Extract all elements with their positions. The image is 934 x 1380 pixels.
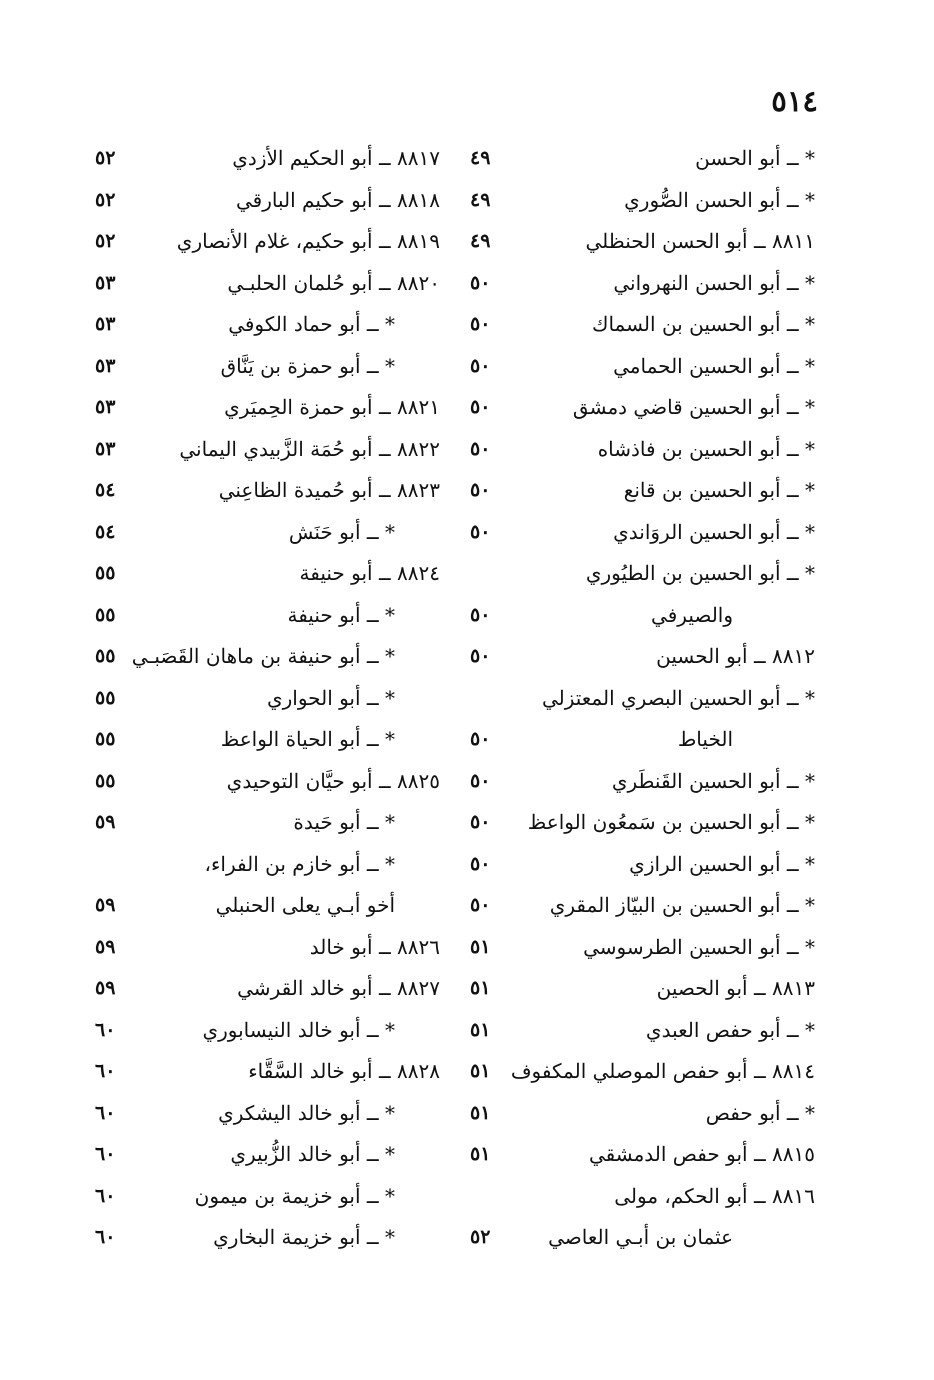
entry-name: ٨٨٢٦ ــ أبو خالد [309, 934, 440, 959]
index-entry [470, 304, 815, 346]
entry-name: ٨٨١٦ ــ أبو الحكم، مولى [614, 1183, 815, 1208]
entry-name: * ــ أبو خالد اليشكري [218, 1100, 395, 1125]
index-entry [470, 138, 815, 180]
index-entry [470, 1176, 815, 1218]
entry-page-number: ٦٠ [95, 1143, 116, 1165]
entry-page-number: ٥٣ [95, 313, 116, 335]
entry-page-number: ٦٠ [95, 1226, 116, 1248]
page-number: ٥١٤ [771, 84, 818, 118]
entry-name: ٨٨٢٣ ــ أبو حُميدة الظاعِني [218, 478, 440, 502]
entry-name: * ــ أبو الحسين بن السماك [591, 312, 815, 336]
entry-name: ٨٨١٥ ــ أبو حفص الدمشقي [588, 1142, 815, 1166]
index-entry [95, 1093, 440, 1135]
entry-name: * ــ أبو الحياة الواعظ [220, 727, 395, 751]
entry-name: ٨٨٢٠ ــ أبو حُلمان الحلبـي [227, 270, 440, 295]
entry-name: ٨٨٢٥ ــ أبو حيَّان التوحيدي [226, 768, 440, 793]
entry-name: ٨٨١٧ ــ أبو الحكيم الأزدي [232, 146, 440, 170]
index-entry [95, 719, 440, 761]
index-entry [470, 844, 815, 886]
index-entry [95, 304, 440, 346]
entry-page-number: ٥٩ [95, 977, 116, 999]
entry-name: * ــ أبو الحسين بن البيّاز المقري [549, 893, 815, 917]
entry-page-number: ٥٠ [470, 271, 491, 294]
entry-page-number: ٥٥ [95, 562, 116, 584]
entry-name: * ــ أبو حنيفة [287, 602, 395, 627]
entry-name: * ــ أبو حنيفة بن ماهان القَصَبـي [131, 644, 395, 668]
entry-name: * ــ أبو حمزة بن يَنَّاق [220, 353, 395, 378]
index-entry [470, 1010, 815, 1052]
entry-page-number: ٦٠ [95, 1018, 116, 1041]
index-entry [470, 1134, 815, 1176]
index-entry [95, 968, 440, 1010]
entry-name: ٨٨٢٢ ــ أبو حُمَة الزَّبيدي اليماني [179, 436, 440, 461]
entry-name: * ــ أبو الحسين بن فاذشاه [597, 436, 815, 461]
entry-page-number: ٥٥ [95, 769, 116, 792]
entry-name: * ــ أبو الحسين القَنطَري [611, 768, 815, 793]
index-entry [470, 221, 815, 263]
entry-page-number: ٥٠ [470, 728, 491, 750]
entry-page-number: ٥٤ [95, 520, 116, 543]
entry-page-number: ٥١ [470, 977, 491, 999]
entry-page-number: ٥٠ [470, 313, 491, 335]
entry-page-number: ٥١ [470, 1060, 491, 1082]
index-entry [470, 927, 815, 969]
entry-name: والصيرفي [651, 602, 733, 627]
entry-page-number: ٥٠ [470, 437, 491, 460]
entry-page-number: ٥٠ [470, 396, 491, 418]
entry-page-number: ٥٥ [95, 728, 116, 750]
entry-page-number: ٥٣ [95, 437, 116, 460]
entry-page-number: ٥٢ [95, 230, 116, 252]
entry-page-number: ٦٠ [95, 1060, 116, 1082]
index-entry [470, 1217, 815, 1259]
index-entry [470, 595, 815, 637]
entry-page-number: ٥٣ [95, 354, 116, 377]
index-entry [470, 802, 815, 844]
index-entry [95, 553, 440, 595]
entry-name: * ــ أبو الحواري [266, 685, 395, 710]
entry-name: * ــ أبو الحسين بن الطيُوري [585, 561, 815, 585]
index-entry [95, 636, 440, 678]
entry-name: * ــ أبو خالد النيسابوري [202, 1017, 395, 1042]
entry-page-number: ٥٢ [470, 1226, 491, 1248]
entry-page-number: ٥٥ [95, 603, 116, 626]
index-entry [95, 1176, 440, 1218]
entry-name: * ــ أبو الحسين الحمامي [613, 353, 815, 378]
entry-page-number: ٥٠ [470, 769, 491, 792]
index-entry [95, 885, 440, 927]
entry-name: * ــ أبو الحسين قاضي دمشق [572, 395, 815, 419]
index-entry [95, 138, 440, 180]
entry-page-number: ٥٩ [95, 894, 116, 916]
index-entry [95, 761, 440, 803]
index-entry [95, 927, 440, 969]
entry-page-number: ٥٥ [95, 645, 116, 667]
entry-page-number: ٥٩ [95, 811, 116, 833]
index-entry [470, 1093, 815, 1135]
entry-name: ٨٨١٢ ــ أبو الحسين [656, 644, 815, 668]
entry-page-number: ٥٠ [470, 645, 491, 667]
index-entry [95, 221, 440, 263]
entry-page-number: ٥٩ [95, 935, 116, 958]
index-entry [470, 180, 815, 222]
entry-page-number: ٥٠ [470, 894, 491, 916]
entry-page-number: ٥١ [470, 935, 491, 958]
entry-page-number: ٥٠ [470, 479, 491, 501]
index-column-right [470, 138, 815, 1259]
entry-name: * ــ أبو خازم بن الفراء، [204, 851, 395, 876]
entry-name: * ــ أبو الحسين بن سَمعُون الواعظ [527, 810, 815, 834]
index-entry [95, 180, 440, 222]
entry-page-number: ٥٢ [95, 188, 116, 211]
entry-page-number: ٦٠ [95, 1184, 116, 1207]
index-entry [470, 678, 815, 720]
entry-page-number: ٥٠ [470, 354, 491, 377]
entry-page-number: ٥٤ [95, 479, 116, 501]
entry-page-number: ٥٠ [470, 603, 491, 626]
entry-name: الخياط [677, 727, 733, 751]
entry-name: أخو أبـي يعلى الحنبلي [215, 893, 395, 917]
entry-name: * ــ أبو حماد الكوفي [228, 312, 395, 336]
index-entry [95, 263, 440, 305]
entry-page-number: ٥٠ [470, 852, 491, 875]
entry-page-number: ٥١ [470, 1143, 491, 1165]
index-entry [470, 346, 815, 388]
entry-name: * ــ أبو الحسين البصري المعتزلي [541, 685, 815, 710]
index-entry [470, 761, 815, 803]
entry-name: * ــ أبو الحسين الرازي [629, 851, 815, 876]
entry-page-number: ٤٩ [470, 147, 491, 169]
entry-page-number: ٥٢ [95, 147, 116, 169]
entry-page-number: ٥٥ [95, 686, 116, 709]
entry-name: * ــ أبو حَيدة [293, 810, 395, 834]
index-entry [95, 802, 440, 844]
entry-name: * ــ أبو الحسن الصُّوري [624, 187, 815, 212]
index-entry [470, 263, 815, 305]
index-entry [470, 885, 815, 927]
index-entry [95, 346, 440, 388]
entry-name: * ــ أبو حَنَش [288, 519, 395, 544]
entry-name: ٨٨١٨ ــ أبو حكيم البارقي [236, 187, 440, 212]
index-entry [95, 844, 440, 886]
index-entry [95, 678, 440, 720]
entry-name: * ــ أبو خزيمة البخاري [213, 1225, 395, 1249]
entry-name: ٨٨٢٧ ــ أبو خالد القرشي [237, 976, 440, 1000]
entry-page-number: ٤٩ [470, 230, 491, 252]
entry-name: * ــ أبو الحسين الروَاندي [613, 519, 815, 544]
entry-name: * ــ أبو الحسين بن قانع [623, 478, 815, 502]
entry-name: ٨٨١٩ ــ أبو حكيم، غلام الأنصاري [176, 229, 440, 253]
entry-name: * ــ أبو الحسن النهرواني [613, 270, 815, 295]
entry-name: * ــ أبو خالد الزُّبيري [230, 1142, 395, 1166]
entry-name: ٨٨١٣ ــ أبو الحصين [656, 976, 815, 1000]
entry-name: ٨٨١٤ ــ أبو حفص الموصلي المكفوف [510, 1059, 815, 1083]
entry-page-number: ٥٠ [470, 520, 491, 543]
index-entry [470, 968, 815, 1010]
index-entry [95, 1134, 440, 1176]
entry-page-number: ٥٣ [95, 396, 116, 418]
index-entry [470, 470, 815, 512]
index-entry [470, 512, 815, 554]
entry-page-number: ٥١ [470, 1101, 491, 1124]
index-entry [470, 636, 815, 678]
index-entry [95, 512, 440, 554]
index-entry [95, 1051, 440, 1093]
entry-name: عثمان بن أبـي العاصي [548, 1225, 733, 1249]
index-entry [95, 1010, 440, 1052]
index-entry [95, 595, 440, 637]
entry-page-number: ٥٣ [95, 271, 116, 294]
index-entry [95, 387, 440, 429]
entry-name: ٨٨٢٨ ــ أبو خالد السَّقَّاء [248, 1059, 440, 1083]
entry-page-number: ٤٩ [470, 188, 491, 211]
index-entry [470, 429, 815, 471]
entry-page-number: ٦٠ [95, 1101, 116, 1124]
entry-name: * ــ أبو حفص [705, 1100, 815, 1125]
entry-page-number: ٥١ [470, 1018, 491, 1041]
index-column-left [95, 138, 440, 1259]
index-entry [470, 1051, 815, 1093]
entry-name: * ــ أبو خزيمة بن ميمون [194, 1183, 395, 1208]
entry-name: * ــ أبو الحسين الطرسوسي [583, 934, 815, 959]
entry-name: ٨٨٢٤ ــ أبو حنيفة [299, 561, 440, 585]
index-entry [470, 719, 815, 761]
index-entry [95, 429, 440, 471]
entry-name: * ــ أبو الحسن [695, 146, 815, 170]
index-entry [470, 387, 815, 429]
entry-name: ٨٨١١ ــ أبو الحسن الحنظلي [585, 229, 815, 253]
index-entry [470, 553, 815, 595]
entry-name: * ــ أبو حفص العبدي [645, 1017, 815, 1042]
entry-name: ٨٨٢١ ــ أبو حمزة الحِميَري [224, 395, 440, 419]
entry-page-number: ٥٠ [470, 811, 491, 833]
index-entry [95, 470, 440, 512]
index-entry [95, 1217, 440, 1259]
